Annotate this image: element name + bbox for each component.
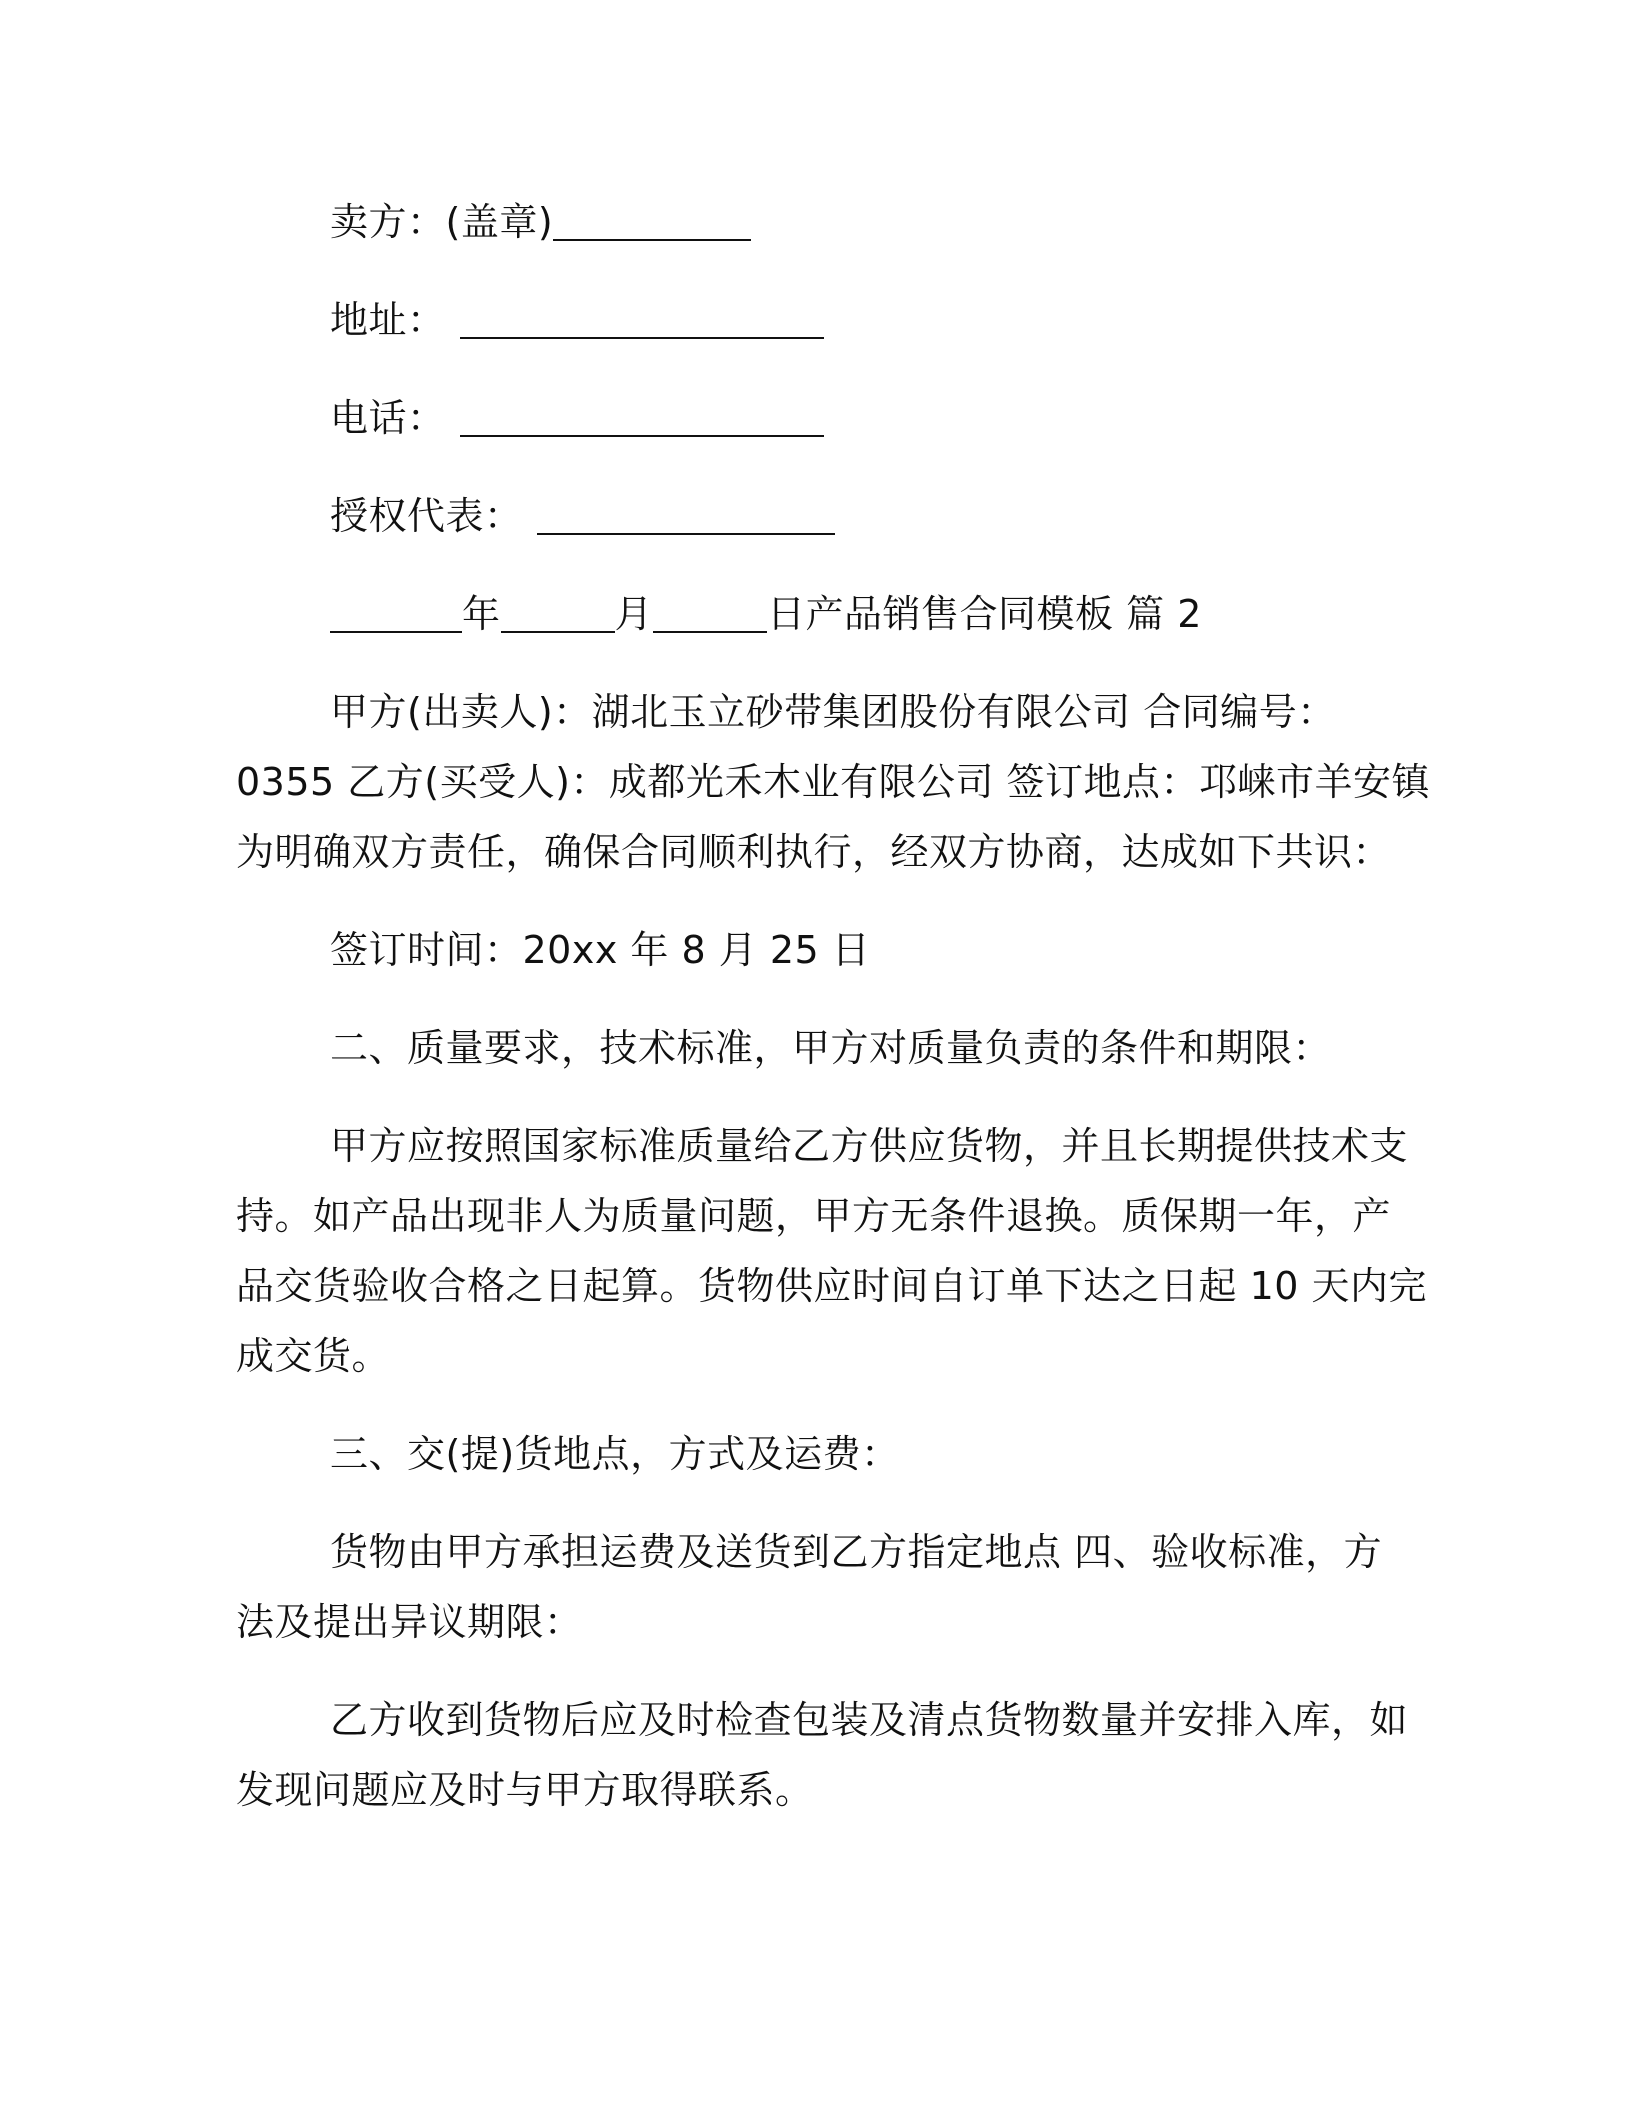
- phone-label: 电话：: [330, 396, 446, 440]
- section2-line-1: 甲方应按照国家标准质量给乙方供应货物，并且长期提供技术支: [330, 1124, 1409, 1168]
- seller-label: 卖方：(盖章): [330, 200, 554, 244]
- rep-label: 授权代表：: [330, 494, 523, 538]
- section2-line-3: 品交货验收合格之日起算。货物供应时间自订单下达之日起 10 天内完: [236, 1264, 1428, 1308]
- year-label: 年: [462, 592, 501, 636]
- intro-line-3: 为明确双方责任，确保合同顺利执行，经双方协商，达成如下共识：: [236, 830, 1392, 874]
- year-blank: [330, 595, 462, 633]
- intro-line-1: 甲方(出卖人)：湖北玉立砂带集团股份有限公司 合同编号：: [330, 690, 1336, 734]
- address-line: [330, 296, 824, 344]
- section3-line-2: 法及提出异议期限：: [236, 1600, 583, 1644]
- section2-heading: 二、质量要求，技术标准，甲方对质量负责的条件和期限：: [330, 1026, 1332, 1070]
- section2-line-2: 持。如产品出现非人为质量问题，甲方无条件退换。质保期一年，产: [236, 1194, 1392, 1238]
- sign-time: 签订时间：20xx 年 8 月 25 日: [330, 928, 871, 972]
- section4-line-2: 发现问题应及时与甲方取得联系。: [236, 1768, 814, 1812]
- section3-heading: 三、交(提)货地点，方式及运费：: [330, 1432, 900, 1476]
- phone-blank: [460, 399, 824, 437]
- address-label: 地址：: [330, 298, 446, 342]
- section-title: 日产品销售合同模板 篇 2: [767, 592, 1202, 636]
- rep-line: [330, 492, 835, 540]
- section2-line-4: 成交货。: [236, 1334, 391, 1378]
- day-blank: [653, 595, 767, 633]
- intro-line-2: 0355 乙方(买受人)：成都光禾木业有限公司 签订地点：邛崃市羊安镇: [236, 760, 1431, 804]
- month-blank: [501, 595, 615, 633]
- month-label: 月: [614, 592, 654, 636]
- seller-blank: [553, 203, 751, 241]
- section3-line-1: 货物由甲方承担运费及送货到乙方指定地点 四、验收标准，方: [330, 1530, 1383, 1574]
- date-heading-line: [330, 590, 1202, 638]
- address-blank: [460, 301, 824, 339]
- phone-line: [330, 394, 824, 442]
- section4-line-1: 乙方收到货物后应及时检查包装及清点货物数量并安排入库，如: [330, 1698, 1409, 1742]
- rep-blank: [537, 497, 835, 535]
- seller-line: [330, 198, 751, 246]
